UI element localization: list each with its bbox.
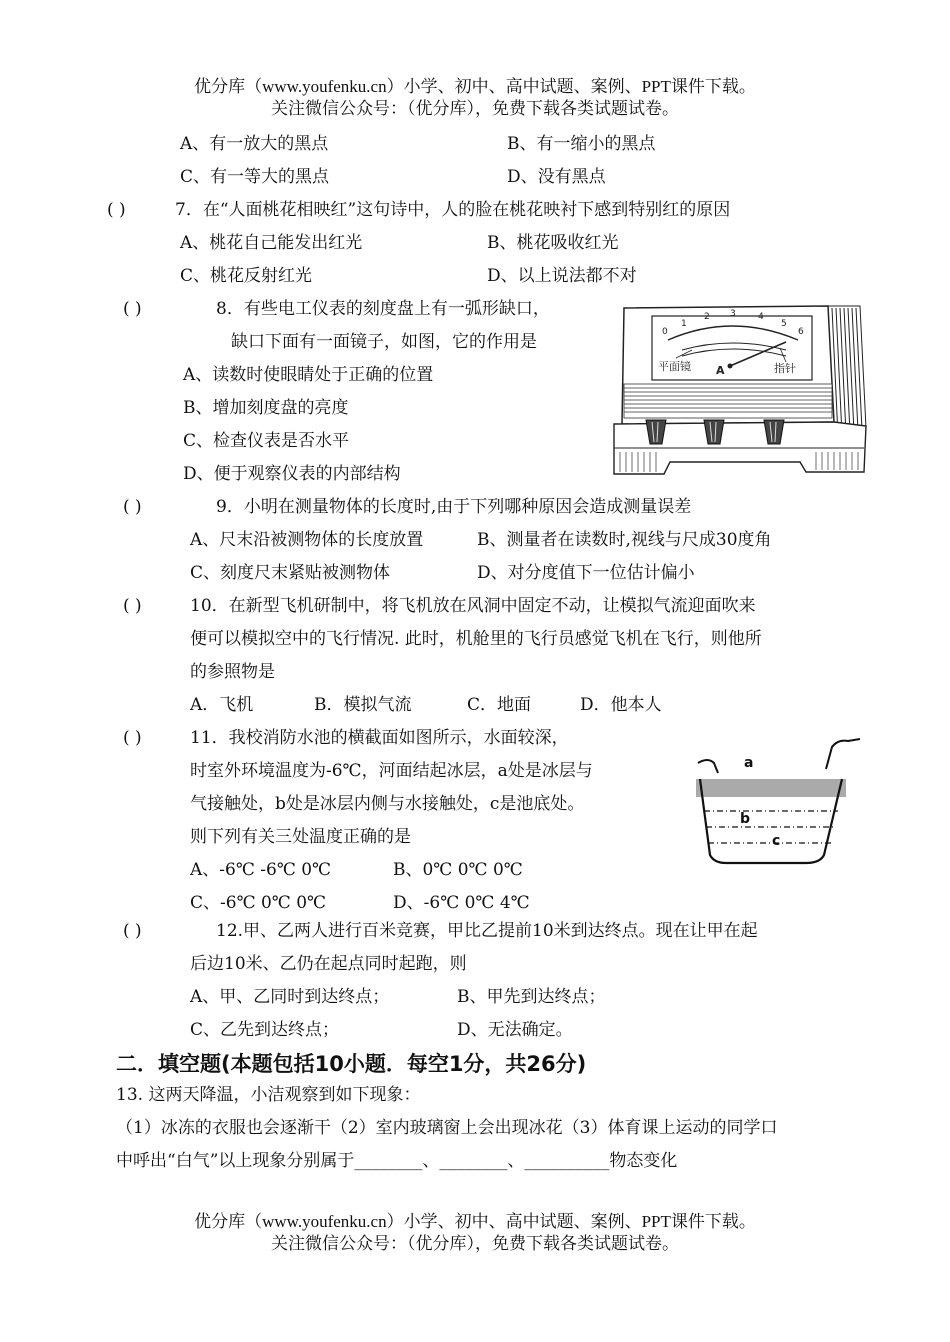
q10-option-b: B．模拟气流 [314,695,412,715]
q8-option-b: B、增加刻度盘的亮度 [183,398,349,418]
q11-option-c: C、-6℃ 0℃ 0℃ [190,893,327,913]
footer-line2: 关注微信公众号：（优分库），免费下载各类试题试卷。 [271,1234,679,1253]
pointer-label: 指针 [774,362,796,375]
q11-stem-line2: 时室外环境温度为-6℃，河面结起冰层，a处是冰层与 [190,761,593,781]
meter-figure [610,298,872,476]
q7-option-b: B、桃花吸收红光 [487,233,619,253]
q10-option-c: C．地面 [467,695,532,715]
header-line2: 关注微信公众号：（优分库），免费下载各类试题试卷。 [271,99,679,118]
q10-bracket: ( ) [123,596,142,616]
footer-line1: 优分库（www.youfenku.cn）小学、初中、高中试题、案例、PPT课件下载。 [194,1212,756,1231]
q10-option-a: A．飞机 [190,695,254,715]
scale-label-2: 2 [704,312,710,322]
q12-stem-line1: 12.甲、乙两人进行百米竞赛，甲比乙提前10米到达终点。现在让甲在起 [216,921,758,941]
q9-stem: 9．小明在测量物体的长度时,由于下列哪种原因会造成测量误差 [216,497,692,517]
q9-option-d: D、对分度值下一位估计偏小 [477,563,695,583]
terminal-left [646,420,666,444]
header-line1: 优分库（www.youfenku.cn）小学、初中、高中试题、案例、PPT课件下载。 [194,77,756,96]
q11-option-b: B、0℃ 0℃ 0℃ [393,860,523,880]
q9-option-c: C、刻度尺末紧贴被测物体 [190,563,391,583]
q8-option-a: A、读数时使眼睛处于正确的位置 [183,365,434,385]
q8-option-d: D、便于观察仪表的内部结构 [183,464,401,484]
label-b: b [740,811,751,827]
ice-layer [696,779,846,797]
q6-option-c: C、有一等大的黑点 [180,167,330,187]
q13-line1: 13. 这两天降温，小洁观察到如下现象： [116,1085,421,1105]
q8-option-c: C、检查仪表是否水平 [183,431,350,451]
q7-option-c: C、桃花反射红光 [180,266,313,286]
meter-symbol: A [716,364,725,377]
q11-stem-line3: 气接触处，b处是冰层内侧与水接触处，c是池底处。 [190,794,585,814]
q13-line3: 中呼出“白气”以上现象分别属于________、________、__________物态变化 [116,1151,678,1171]
q12-option-b: B、甲先到达终点； [457,987,606,1007]
q10-stem-line3: 的参照物是 [190,662,275,682]
terminal-middle [704,420,724,444]
q7-bracket: ( ) [107,200,126,220]
q11-stem-line1: 11．我校消防水池的横截面如图所示，水面较深， [190,728,569,748]
label-a: a [744,755,754,771]
q11-stem-line4: 则下列有关三处温度正确的是 [190,827,411,847]
q11-option-a: A、-6℃ -6℃ 0℃ [190,860,332,880]
q9-option-a: A、尺末沿被测物体的长度放置 [190,530,424,550]
q10-stem-line2: 便可以模拟空中的飞行情况. 此时，机舱里的飞行员感觉飞机在飞行，则他所 [190,629,762,649]
q6-option-a: A、有一放大的黑点 [180,134,329,154]
q6-option-d: D、没有黑点 [507,167,606,187]
scale-label-5: 5 [781,319,787,329]
q7-option-d: D、以上说法都不对 [487,266,637,286]
scale-label-3: 3 [730,309,736,319]
q9-bracket: ( ) [123,497,142,517]
q11-bracket: ( ) [123,728,142,748]
q11-option-d: D、-6℃ 0℃ 4℃ [393,893,530,913]
q12-option-d: D、无法确定。 [457,1020,573,1040]
q6-option-b: B、有一缩小的黑点 [507,134,656,154]
q10-stem-line1: 10．在新型飞机研制中，将飞机放在风洞中固定不动，让模拟气流迎面吹来 [190,596,756,616]
q12-option-a: A、甲、乙同时到达终点； [190,987,390,1007]
q7-option-a: A、桃花自己能发出红光 [180,233,363,253]
pool-figure [696,733,862,873]
label-c: c [772,833,781,849]
terminal-right [764,420,784,444]
q7-stem: 7．在“人面桃花相映红”这句诗中，人的脸在桃花映衬下感到特别红的原因 [175,200,731,220]
q13-line2: （1）冰冻的衣服也会逐渐干（2）室内玻璃窗上会出现冰花（3）体育课上运动的同学口 [116,1118,778,1138]
q8-stem-line1: 8．有些电工仪表的刻度盘上有一弧形缺口， [216,299,550,319]
q8-stem-line2: 缺口下面有一面镜子，如图，它的作用是 [231,332,537,352]
scale-label-4: 4 [758,312,764,322]
q8-bracket: ( ) [123,299,142,319]
scale-label-1: 1 [681,319,687,329]
mirror-label: 平面镜 [658,360,691,373]
q9-option-b: B、测量者在读数时,视线与尺成30度角 [477,530,772,550]
q12-stem-line2: 后边10米、乙仍在起点同时起跑，则 [190,954,467,974]
section2-title: 二．填空题(本题包括10小题．每空1分，共26分) [116,1052,587,1076]
scale-label-6: 6 [798,327,804,337]
q12-bracket: ( ) [123,921,142,941]
q10-option-d: D．他本人 [580,695,662,715]
scale-label-0: 0 [662,327,668,337]
q12-option-c: C、乙先到达终点； [190,1020,340,1040]
